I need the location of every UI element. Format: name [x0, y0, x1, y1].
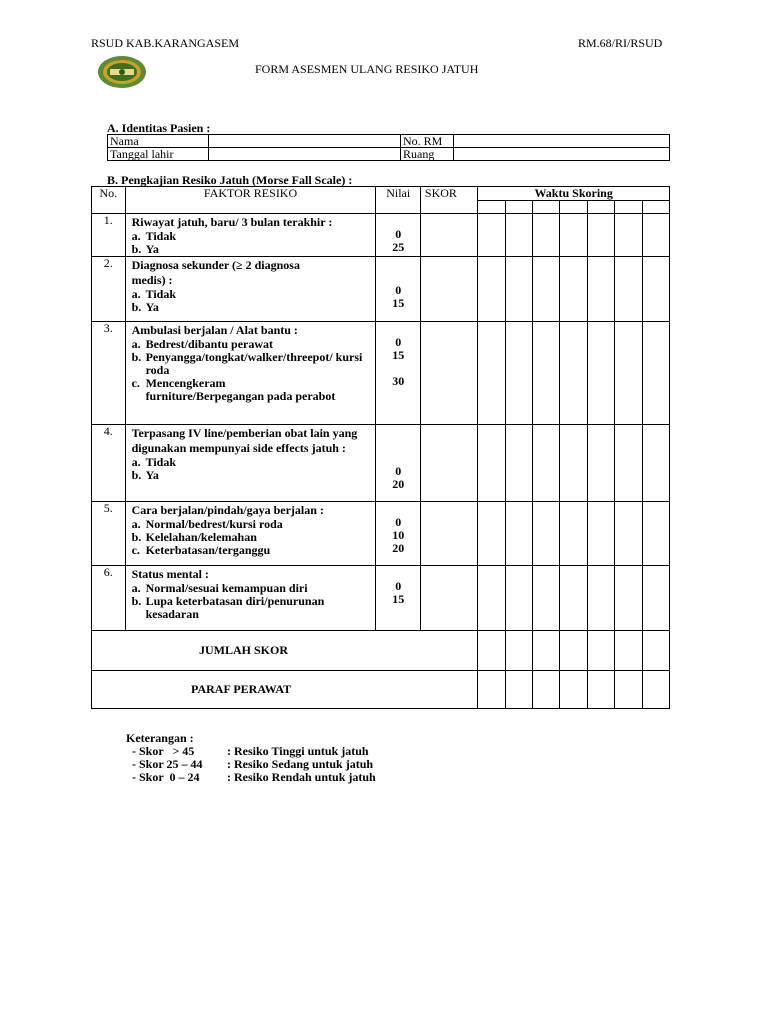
birthdate-field[interactable] [209, 148, 401, 161]
option-letter: a. [131, 287, 141, 301]
legend-desc: : Resiko Sedang untuk jatuh [227, 757, 374, 771]
option-text: Normal/sesuai kemampuan diri [145, 581, 308, 595]
option-value: 20 [392, 541, 405, 555]
legend-row [132, 771, 376, 784]
section-a-title: A. Identitas Pasien : [107, 121, 211, 135]
time-cell[interactable] [587, 502, 614, 566]
table-row [108, 148, 670, 161]
option-text: Ya [145, 468, 159, 482]
time-cell[interactable] [642, 257, 669, 322]
time-cell[interactable] [533, 322, 560, 425]
birthdate-label: Tanggal lahir [108, 148, 209, 161]
time-cell[interactable] [587, 214, 614, 257]
table-row [92, 631, 670, 671]
factor-title: Terpasang IV line/pemberian obat lain yang digunakan mempunyai side effects jatuh : [131, 426, 358, 455]
time-cell[interactable] [478, 425, 505, 502]
option-value: 15 [392, 592, 405, 606]
rm-label: No. RM [401, 135, 454, 148]
option-letter: c. [131, 376, 140, 390]
time-cell[interactable] [478, 671, 505, 709]
time-cell[interactable] [478, 214, 505, 257]
option-text: Keterbatasan/terganggu [145, 543, 271, 557]
time-cell[interactable] [615, 201, 642, 214]
option-value: 15 [392, 296, 405, 310]
legend-range: - Skor 25 – 44 [132, 757, 203, 771]
table-row [92, 214, 670, 257]
legend-range: - Skor > 45 [132, 744, 195, 758]
time-cell[interactable] [533, 502, 560, 566]
time-cell[interactable] [505, 566, 532, 631]
time-cell[interactable] [615, 425, 642, 502]
time-cell[interactable] [615, 214, 642, 257]
time-cell[interactable] [505, 502, 532, 566]
option-value: 0 [395, 283, 402, 297]
option-text: Bedrest/dibantu perawat [145, 337, 274, 351]
room-field[interactable] [454, 148, 670, 161]
option-value: 0 [395, 227, 402, 241]
time-cell[interactable] [478, 502, 505, 566]
total-score-label: JUMLAH SKOR [92, 631, 478, 671]
time-cell[interactable] [615, 257, 642, 322]
option-text: Tidak [145, 287, 177, 301]
legend-title: Keterangan : [126, 731, 194, 745]
item-number: 5. [92, 502, 126, 566]
time-cell[interactable] [615, 566, 642, 631]
form-code: RM.68/RI/RSUD [578, 36, 663, 50]
time-cell[interactable] [560, 257, 587, 322]
time-cell[interactable] [587, 671, 614, 709]
header-factor: FAKTOR RESIKO [125, 187, 376, 214]
time-cell[interactable] [560, 201, 587, 214]
item-number: 3. [92, 322, 126, 425]
option-value: 15 [392, 348, 405, 362]
score-cell[interactable] [420, 257, 477, 322]
hospital-name: RSUD KAB.KARANGASEM [91, 36, 240, 50]
table-row [92, 257, 670, 322]
legend-list [132, 745, 376, 784]
time-cell[interactable] [505, 671, 532, 709]
form-title: FORM ASESMEN ULANG RESIKO JATUH [255, 62, 479, 76]
time-cell[interactable] [615, 502, 642, 566]
table-row [92, 566, 670, 631]
option-letter: c. [131, 543, 140, 557]
legend-range: - Skor 0 – 24 [132, 770, 200, 784]
time-cell[interactable] [505, 631, 532, 671]
name-label: Nama [108, 135, 209, 148]
legend-desc: : Resiko Rendah untuk jatuh [227, 770, 376, 784]
option-letter: a. [131, 581, 141, 595]
time-cell[interactable] [642, 631, 669, 671]
score-cell[interactable] [420, 322, 477, 425]
option-value: 0 [395, 335, 402, 349]
room-label: Ruang [401, 148, 454, 161]
time-cell[interactable] [505, 322, 532, 425]
time-cell[interactable] [505, 201, 532, 214]
score-cell[interactable] [420, 214, 477, 257]
rm-field[interactable] [454, 135, 670, 148]
table-row [108, 135, 670, 148]
time-cell[interactable] [642, 425, 669, 502]
time-cell[interactable] [478, 201, 505, 214]
time-cell[interactable] [478, 322, 505, 425]
option-letter: b. [131, 530, 142, 544]
time-cell[interactable] [587, 201, 614, 214]
time-cell[interactable] [615, 671, 642, 709]
time-cell[interactable] [642, 566, 669, 631]
table-row [92, 671, 670, 709]
option-letter: a. [131, 455, 141, 469]
item-number: 1. [92, 214, 126, 257]
header-no: No. [92, 187, 126, 214]
factor-title: Cara berjalan/pindah/gaya berjalan : [131, 503, 324, 517]
time-cell[interactable] [587, 425, 614, 502]
time-cell[interactable] [533, 257, 560, 322]
option-text: Normal/bedrest/kursi roda [145, 517, 283, 531]
time-cell[interactable] [560, 425, 587, 502]
option-value: 10 [392, 528, 405, 542]
score-cell[interactable] [420, 566, 477, 631]
time-cell[interactable] [615, 322, 642, 425]
name-field[interactable] [209, 135, 401, 148]
option-letter: a. [131, 229, 141, 243]
nurse-signature-label: PARAF PERAWAT [92, 671, 478, 709]
time-cell[interactable] [533, 201, 560, 214]
option-text: Tidak [145, 229, 177, 243]
time-cell[interactable] [505, 425, 532, 502]
option-value: 0 [395, 464, 402, 478]
morse-fall-scale-table [91, 186, 670, 709]
time-cell[interactable] [478, 257, 505, 322]
option-text: Mencengkeram furniture/Berpegangan pada perabot [145, 376, 336, 403]
option-value: 25 [392, 240, 405, 254]
option-letter: b. [131, 594, 142, 608]
option-text: Tidak [145, 455, 177, 469]
option-letter: a. [131, 337, 141, 351]
option-text: Kelelahan/kelemahan [145, 530, 257, 544]
option-value: 0 [395, 515, 402, 529]
time-cell[interactable] [533, 425, 560, 502]
section-b-title: B. Pengkajian Resiko Jatuh (Morse Fall Scale) : [107, 173, 353, 187]
header-skor: SKOR [420, 187, 477, 214]
time-cell[interactable] [478, 566, 505, 631]
header-nilai: Nilai [376, 187, 420, 214]
time-cell[interactable] [533, 214, 560, 257]
option-letter: b. [131, 300, 142, 314]
time-cell[interactable] [533, 671, 560, 709]
time-cell[interactable] [560, 671, 587, 709]
table-row [92, 322, 670, 425]
time-cell[interactable] [642, 214, 669, 257]
item-number: 6. [92, 566, 126, 631]
option-letter: a. [131, 517, 141, 531]
table-row [92, 502, 670, 566]
option-text: Ya [145, 300, 159, 314]
option-value: 0 [395, 579, 402, 593]
option-letter: b. [131, 468, 142, 482]
time-cell[interactable] [587, 566, 614, 631]
time-cell[interactable] [642, 502, 669, 566]
time-cell[interactable] [533, 631, 560, 671]
time-cell[interactable] [615, 631, 642, 671]
time-cell[interactable] [560, 322, 587, 425]
option-letter: b. [131, 350, 142, 364]
time-cell[interactable] [642, 201, 669, 214]
factor-title: Status mental : [131, 567, 209, 581]
score-cell[interactable] [420, 502, 477, 566]
time-cell[interactable] [560, 502, 587, 566]
item-number: 2. [92, 257, 126, 322]
option-value: 20 [392, 477, 405, 491]
table-row [92, 425, 670, 502]
option-text: Penyangga/tongkat/walker/threepot/ kursi roda [145, 350, 363, 377]
time-cell[interactable] [642, 322, 669, 425]
time-cell[interactable] [642, 671, 669, 709]
option-text: Ya [145, 242, 159, 256]
time-cell[interactable] [478, 631, 505, 671]
time-cell[interactable] [560, 214, 587, 257]
score-cell[interactable] [420, 425, 477, 502]
time-cell[interactable] [560, 631, 587, 671]
option-text: Lupa keterbatasan diri/penurunan kesadaran [145, 594, 325, 621]
header-waktu-skoring: Waktu Skoring [478, 187, 670, 201]
hospital-emblem-icon [97, 55, 147, 89]
time-cell[interactable] [560, 566, 587, 631]
time-cell[interactable] [505, 214, 532, 257]
item-number: 4. [92, 425, 126, 502]
factor-title: Ambulasi berjalan / Alat bantu : [131, 323, 298, 337]
factor-title: Diagnosa sekunder (≥ 2 diagnosa medis) : [131, 258, 300, 287]
time-cell[interactable] [533, 566, 560, 631]
legend-desc: : Resiko Tinggi untuk jatuh [227, 744, 369, 758]
time-cell[interactable] [587, 257, 614, 322]
time-cell[interactable] [505, 257, 532, 322]
patient-identity-table [107, 134, 670, 161]
time-cell[interactable] [587, 631, 614, 671]
factor-title: Riwayat jatuh, baru/ 3 bulan terakhir : [131, 215, 333, 229]
option-letter: b. [131, 242, 142, 256]
option-value: 30 [392, 374, 405, 388]
time-cell[interactable] [587, 322, 614, 425]
